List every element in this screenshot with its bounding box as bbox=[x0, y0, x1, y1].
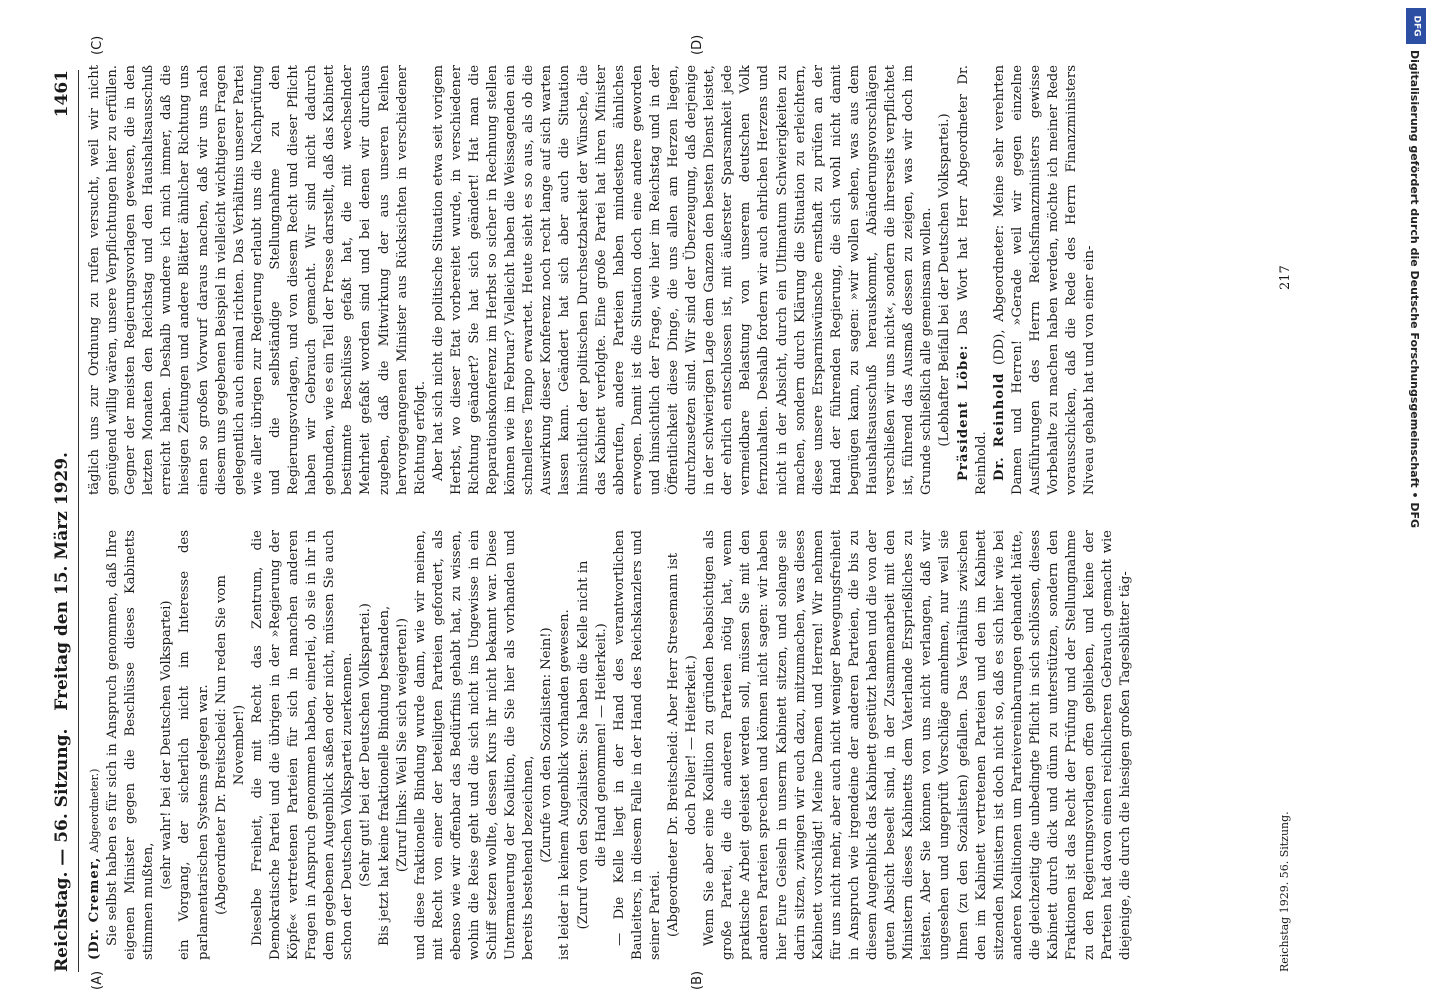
interjection: (Abgeordneter Dr. Breitscheid: Nun reden Sie vom November!) bbox=[213, 575, 247, 915]
paragraph: Dieselbe Freiheit, die mit Recht das Zentrum, die Demokratische Partei und die übrigen in der »Regierung der Köpfe« vertretenen Parteien für sich in manchen anderen Fragen in Anspruch genommen haben, einerlei, ob sie in ihr in dem gegebenen Augenblick saßen oder nicht, müssen Sie auch schon der Deutschen Volkspartei zuerkennen. bbox=[249, 530, 356, 960]
column-right bbox=[86, 65, 1266, 495]
speaker-role: Abgeordneter.) bbox=[88, 768, 101, 853]
interjection: (Zurufe von den Sozialisten: Nein!) bbox=[539, 627, 555, 863]
page-header bbox=[50, 70, 76, 972]
header-session bbox=[52, 452, 72, 972]
interjection: (Abgeordneter Dr. Breitscheid: Aber Herr Stresemann ist doch Polier! — Heiterkeit.) bbox=[666, 552, 700, 938]
paragraph: ein Vorgang, der sicherlich nicht im Interesse des parlamentarischen Systems gelegen war. bbox=[177, 530, 211, 960]
paragraph: Aber hat sich nicht die politische Situation etwa seit vorigem Herbst, wo dieser Etat vorbereitet wurde, in verschiedener Richtung geändert? Sie hat sich geändert! Hat man die Reparationskonferenz im Herbst so sicher in Rechnung stellen können wie im Februar? Vielleicht haben die Weissagenden ein schnelleres Tempo erwartet. Heute sieht es so aus, als ob die Auswirkung dieser Konferenz noch recht lange auf sich warten lassen kann. Geändert hat sich aber auch die Situation hinsichtlich der politischen Durchsetzbarkeit der Wünsche, die das Kabinett verfolgte. Eine große Partei hat ihren Minister abberufen, andere Parteien haben mindestens ähnliches erwogen. Damit ist die Situation doch eine andere geworden und hinsichtlich der Frage, wie hier im Reichstag und in der Öffentlichkeit diese Dinge, die uns allen am Herzen liegen, durchzusetzen sind. Wir sind der Überzeugung, daß derjenige in der schwierigen Lage dem Ganzen den besten Dienst leistet, der ehrlich entschlossen ist, mit äußerster Sparsamkeit jede vermeidbare Belastung von unserem deutschen Volk fernzuhalten. Deshalb fordern wir auch ehrlichen Herzens und nicht in der Absicht, durch ein Ultimatum Schwierigkeiten zu machen, sondern durch Klärung die Situation zu erleichtern, diese unsere Ersparniswünsche ernsthaft zu prüfen an der Hand der führenden Regierung, die sich wohl nicht damit begnügen kann, zu sagen: »wir wollen sehen, was aus dem Haushaltsausschuß herauskommt, Abänderungsvorschlägen verschließen wir uns nicht«, sondern die ihrerseits verpflichtet ist, führend das Ausmaß dessen zu zeigen, was wir doch im Grunde schließlich alle gemeinsam wollen. bbox=[430, 65, 935, 495]
president-label: Präsident Löbe: bbox=[955, 344, 971, 481]
interjection: (sehr wahr! bei der Deutschen Volkspartei) bbox=[159, 600, 175, 890]
rotated-page bbox=[50, 30, 1310, 990]
paragraph bbox=[991, 65, 1100, 495]
dfg-logo-icon bbox=[1406, 8, 1426, 44]
paragraph: und diese fraktionelle Bindung wurde dann, wie wir meinen, mit Recht von einer der beteiligten Parteien gefordert, als ebenso wie wir offenbar das Bedürfnis gehabt hat, zu wissen, wohin die Reise geht und die sich nicht ins Ungewisse in ein Schiff setzen wollte, dessen Kurs ihr nicht bekannt war. Diese Untermauerung der Koalition, die Sie hier als vorhanden und bereits bestehend bezeichnen, bbox=[412, 530, 537, 960]
paragraph: Wenn Sie aber eine Koalition zu gründen beabsichtigen als große Partei, die die anderen Parteien nötig hat, wenn praktische Arbeit geleistet werden soll, müssen Sie mit den anderen Parteien sprechen und können nicht sagen: wir haben hier Eure Geiseln in unserm Kabinett sitzen, und solange sie darin sitzen, zwingen wir euch dazu, mitzumachen, was dieses Kabinett vorschlägt! Meine Damen und Herren! Wir nehmen für uns nicht mehr, aber auch nicht weniger Bewegungsfreiheit in Anspruch wie irgendeine der anderen Parteien, die bis zu diesem Augenblick das Kabinett gestützt haben und die von der guten Absicht beseelt sind, in der Zusammenarbeit mit den Ministern dieses Kabinetts dem Vaterlande Ersprießliches zu leisten. Aber Sie können von uns nicht verlangen, daß wir ungesehen und ungeprüft Vorschläge annehmen, nur weil sie Ihnen (zu den Sozialisten) gefallen. Das Verhältnis zwischen den im Kabinett vertretenen Parteien und den im Kabinett sitzenden Ministern ist doch nicht so, daß es sich hier wie bei anderen Koalitionen um Parteivereinbarungen gehandelt hätte, die gleichzeitig die unbedingte Pflicht in sich schlössen, dieses Kabinett durch dick und dünn zu unterstützen, sondern den Fraktionen ist das Recht der Prüfung und der Stellungnahme zu den Regierungsvorlagen offen geblieben, und keine der Parteien hat davon einen reichlicheren Gebrauch gemacht wie diejenige, die durch die hiesigen großen Tagesblätter täg- bbox=[702, 530, 1134, 960]
paragraph: täglich uns zur Ordnung zu rufen versucht, weil wir nicht genügend willig wären, unsere Verpflichtungen hier zu erfüllen. Gegner der meisten Regierungsvorlagen gewesen, die in den letzten Monaten den Reichstag und den Haushaltsausschuß erreicht haben. Deshalb wundere ich mich immer, daß die hiesigen Zeitungen und andere Blätter ähnlicher Richtung uns einen so großen Vorwurf daraus machen, daß wir uns nach diesem uns gegebenen Beispiel in vielleicht wichtigeren Fragen gelegentlich auch einmal richten. Das Verhältnis unserer Partei wie aller übrigen zur Regierung erlaubt uns die Nachprüfung und die selbständige Stellungnahme zu den Regierungsvorlagen, und von diesem Recht und dieser Pflicht haben wir Gebrauch gemacht. Wir sind nicht dadurch gebunden, wie es ein Teil der Presse darstellt, daß das Kabinett bestimmte Beschlüsse gefaßt hat, die mit wechselnder Mehrheit gefaßt worden sind und bei denen wir durchaus zugeben, daß die Mitwirkung der aus unseren Reihen hervorgegangenen Minister aus Rücksichten in verschiedener Richtung erfolgt. bbox=[87, 65, 428, 495]
header-rule bbox=[78, 70, 79, 972]
margin-mark-a: (A) bbox=[90, 970, 105, 990]
digitization-sidebar bbox=[1402, 8, 1430, 992]
speaker-name: Dr. Reinhold bbox=[991, 372, 1007, 481]
column-left bbox=[86, 530, 1266, 960]
footer-sheet-number: 217 bbox=[1278, 265, 1293, 290]
paragraph: ist leider in keinem Augenblick vorhanden gewesen. bbox=[557, 609, 573, 960]
margin-mark-c: (C) bbox=[90, 35, 105, 55]
funding-notice: Digitalisierung gefördert durch die Deutsche Forschungsgemeinschaft • DFG bbox=[1408, 50, 1421, 529]
paragraph: Sie selbst haben es für sich in Anspruch genommen, daß Ihre eigenen Minister gegen die Beschlüsse dieses Kabinetts stimmen mußten, bbox=[105, 530, 157, 960]
interjection: (Lebhafter Beifall bei der Deutschen Volkspartei.) bbox=[937, 113, 953, 447]
header-left-text: Reichstag. — 56. Sitzung. bbox=[52, 728, 72, 972]
speaker-name: (Dr. Cremer, bbox=[87, 856, 102, 960]
interjection: (Sehr gut! bei der Deutschen Volkspartei.) bbox=[358, 603, 374, 887]
footer-left: Reichstag 1929. 56. Sitzung. bbox=[1278, 811, 1291, 972]
page-number: 1461 bbox=[52, 70, 72, 118]
paragraph bbox=[955, 65, 991, 495]
paragraph: Bis jetzt hat keine fraktionelle Bindung bestanden, bbox=[376, 605, 392, 946]
interjection: (Zuruf von den Sozialisten: Sie haben die Kelle nicht in die Hand genommen! — Heiterkeit.) bbox=[575, 560, 609, 930]
margin-mark-d: (D) bbox=[690, 34, 705, 55]
president-text: Das Wort hat Herr Abgeordneter Dr. Reinhold. bbox=[955, 65, 989, 495]
interjection: (Zuruf links: Weil Sie sich weigerten!) bbox=[394, 617, 410, 873]
paragraph: — Die Kelle liegt in der Hand des verantwortlichen Bauleiters, in diesem Falle in der Hand des Reichskanzlers und seiner Partei. bbox=[611, 530, 663, 960]
logo-text: DFG bbox=[1411, 15, 1422, 37]
header-date: Freitag den 15. März 1929. bbox=[52, 452, 72, 711]
margin-mark-b: (B) bbox=[690, 970, 705, 990]
speech-text: (DD), Abgeordneter: Meine sehr verehrten Damen und Herren! »Gerade weil wir gegen einzelne Ausführungen des Herrn Reichsfinanzministers gewisse Vorbehalte zu machen haben werden, möchte ich meiner Rede vorausschicken, daß die Rede des Herrn Finanzministers Niveau gehabt hat und von einer ein- bbox=[991, 65, 1098, 495]
paragraph bbox=[86, 530, 104, 960]
